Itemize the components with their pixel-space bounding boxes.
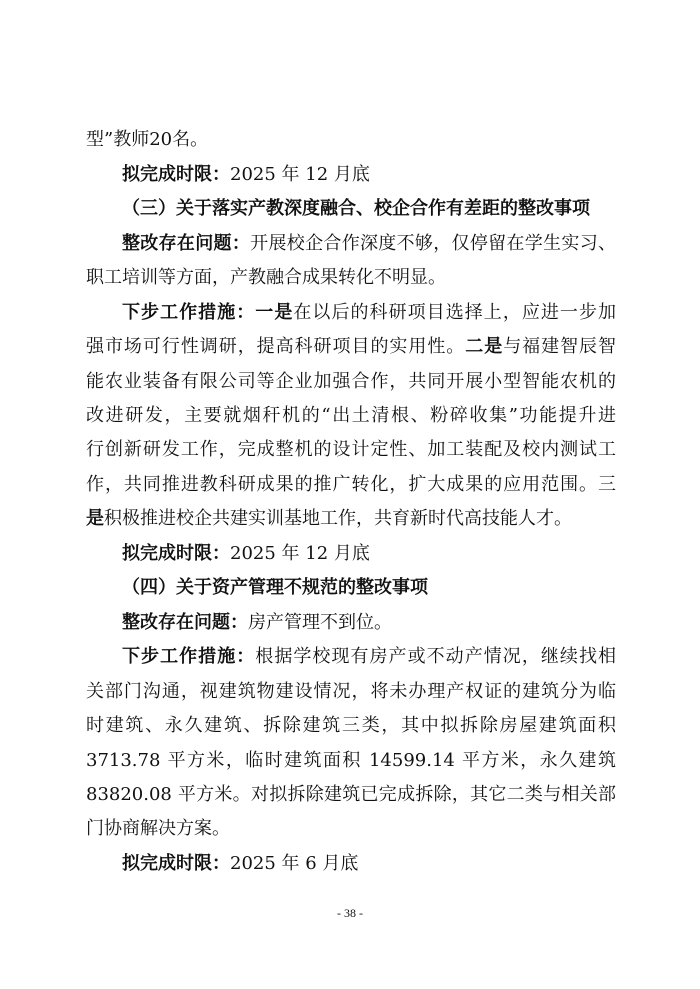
section-heading-text: （四）关于资产管理不规范的整改事项 bbox=[122, 577, 428, 598]
text-line bbox=[86, 404, 616, 428]
problem-line bbox=[122, 232, 616, 256]
text-line bbox=[86, 817, 616, 841]
deadline-label: 拟完成时限： bbox=[122, 164, 230, 185]
section-heading bbox=[122, 197, 616, 221]
measure-marker-1: 一是 bbox=[255, 302, 294, 323]
text-line bbox=[86, 370, 616, 394]
measures-text: 在以后的科研项目选择上，应进一步加 bbox=[293, 302, 617, 323]
text-line-content: 积极推进校企共建实训基地工作，共育新时代高技能人才。 bbox=[104, 508, 572, 529]
measures-label: 下步工作措施： bbox=[122, 302, 256, 323]
deadline-label: 拟完成时限： bbox=[122, 853, 230, 874]
measures-line bbox=[122, 645, 616, 669]
measure-marker-3: 是 bbox=[86, 508, 104, 529]
text-line bbox=[86, 680, 616, 704]
text-line bbox=[86, 266, 616, 290]
text-line bbox=[86, 438, 616, 462]
problem-text: 房产管理不到位。 bbox=[248, 612, 392, 633]
text-line bbox=[86, 714, 616, 738]
deadline-line bbox=[122, 542, 616, 566]
section-heading bbox=[122, 576, 616, 600]
text-line bbox=[86, 128, 616, 152]
deadline-value: 2025 年 6 月底 bbox=[230, 853, 359, 874]
text-line-content: 改进研发，主要就烟秆机的“出土清根、粉碎收集”功能提升进 bbox=[86, 405, 616, 426]
problem-label: 整改存在问题： bbox=[122, 612, 248, 633]
page-number: - 38 - bbox=[337, 906, 363, 920]
text-line-content: 作，共同推进教科研成果的推广转化，扩大成果的应用范围。三 bbox=[86, 474, 616, 495]
section-heading-text: （三）关于落实产教深度融合、校企合作有差距的整改事项 bbox=[122, 198, 590, 219]
text-line bbox=[86, 749, 616, 773]
text-line bbox=[86, 507, 616, 531]
deadline-line bbox=[122, 163, 616, 187]
measures-line bbox=[122, 301, 616, 325]
text-line bbox=[86, 473, 616, 497]
text-line-content: 时建筑、永久建筑、拆除建筑三类，其中拟拆除房屋建筑面积 bbox=[86, 715, 616, 736]
problem-label: 整改存在问题： bbox=[122, 233, 251, 254]
text-line-content: 门协商解决方案。 bbox=[86, 818, 230, 839]
deadline-label: 拟完成时限： bbox=[122, 543, 230, 564]
text-line bbox=[86, 783, 616, 807]
text-line bbox=[86, 335, 616, 359]
text-line-content: 强市场可行性调研，提高科研项目的实用性。 bbox=[86, 336, 466, 357]
text-line-content: 型”教师20名。 bbox=[86, 129, 209, 150]
text-line-content: 行创新研发工作，完成整机的设计定性、加工装配及校内测试工 bbox=[86, 439, 616, 460]
problem-line bbox=[122, 611, 616, 635]
text-line-content: 能农业装备有限公司等企业加强合作，共同开展小型智能农机的 bbox=[86, 371, 616, 392]
text-line-content: 职工培训等方面，产教融合成果转化不明显。 bbox=[86, 267, 446, 288]
problem-text: 开展校企合作深度不够，仅停留在学生实习、 bbox=[250, 233, 617, 254]
measures-text: 根据学校现有房产或不动产情况，继续找相 bbox=[255, 646, 616, 667]
text-line-content: 与福建智辰智 bbox=[503, 336, 617, 357]
deadline-value: 2025 年 12 月底 bbox=[230, 164, 370, 185]
text-line-content: 3713.78 平方米，临时建筑面积 14599.14 平方米，永久建筑 bbox=[86, 750, 616, 771]
measures-label: 下步工作措施： bbox=[122, 646, 256, 667]
deadline-value: 2025 年 12 月底 bbox=[230, 543, 370, 564]
measure-marker-2: 二是 bbox=[465, 336, 504, 357]
text-line-content: 83820.08 平方米。对拟拆除建筑已完成拆除，其它二类与相关部 bbox=[86, 784, 616, 805]
text-line-content: 关部门沟通，视建筑物建设情况，将未办理产权证的建筑分为临 bbox=[86, 681, 616, 702]
deadline-line bbox=[122, 852, 616, 876]
